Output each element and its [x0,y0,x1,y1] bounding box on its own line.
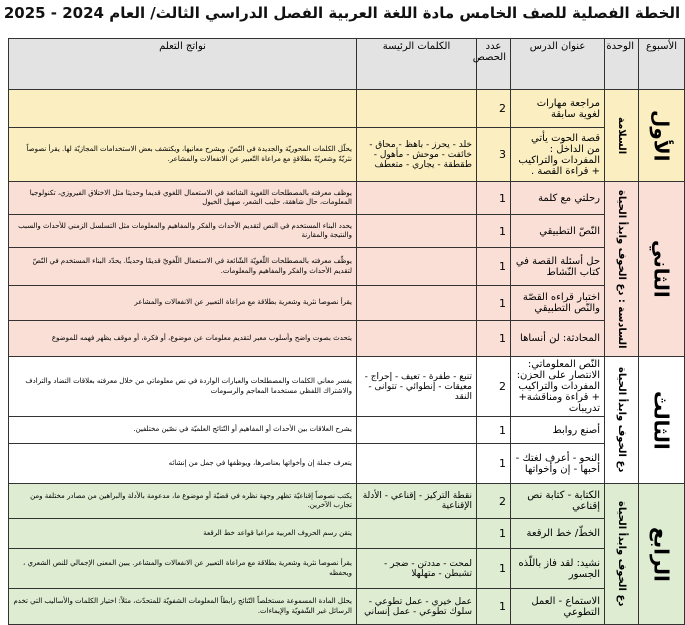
lesson-cell: اختبار قراءه القصّة والنّص التطبيقي [511,286,605,321]
words-cell [357,286,477,321]
plan-table [8,38,685,625]
outcomes-cell: يحلل المادة المسموعة مستخلصاً النّتائج رابطاً المعلومات الشفويّة للمتحدّث، مثلاً: اختيار الكلمات والأساليب التي تخدم الرسائل غير الشّفويّة والإيماءات. [9,589,357,625]
lesson-cell: النّصّ التطبيقي [511,215,605,248]
table-row [9,549,685,589]
unit-cell-2 [605,182,639,357]
lesson-cell: قصة الحوت يأتي من الداخل : المفردات والتراكيب + قراءة القصة . [511,128,605,182]
lesson-cell: مراجعة مهارات لغوية سابقة [511,90,605,128]
words-cell [357,182,477,215]
count-cell: 1 [477,519,511,549]
lesson-cell: حل أسئلة القصة في كتاب النّشاط [511,248,605,286]
table-row [9,248,685,286]
outcomes-cell: يتعرف جملة إن وأخواتها بعناصرها، ويوظفها في جمل من إنشائه [9,444,357,484]
week-cell-1 [639,90,685,182]
header-count: عدد الحصص [477,39,511,90]
words-cell [357,215,477,248]
words-cell: نقطة التركيز - إقناعي - الأدلة الإقناعية [357,484,477,519]
outcomes-cell: يفسر معاني الكلمات والمصطلحات والعبارات الواردة في نص معلوماتي من خلال معرفته بعلاقات التضاد والترادف والاشتراك اللفظي مستخدما المعاجم والرسومات [9,357,357,417]
week-label: الثالث [649,390,674,450]
outcomes-cell: يحلّل الكلمات المحوريّة والجديدة في النّصّ، ويشرح معانيها، ويكتشف بعض الاستخدامات المجازيّة لها. يقرأ نصوصاً نثريّةً وشعريّةً بطلاقةٍ مع مراعاة التّعبير عن الانفعالات والمشاعر. [9,128,357,182]
header-outcomes: نواتج التعلم [9,39,357,90]
lesson-cell: المحادثة: لن أنساها [511,321,605,357]
words-cell [357,417,477,444]
table-row [9,519,685,549]
unit-label: السادسة : دع الخوف وابدأ الحياة [616,189,627,349]
header-unit: الوحدة [605,39,639,90]
table-row [9,321,685,357]
words-cell [357,90,477,128]
outcomes-cell [9,90,357,128]
words-cell [357,444,477,484]
lesson-cell: النحو - أعرف لغتك - أحبها - إن وأخواتها [511,444,605,484]
table-row [9,444,685,484]
lesson-cell: النّص المعلوماتي: الانتصار على الحزن: المفردات والتراكيب + قراءة ومناقشة+ تدريبات [511,357,605,417]
outcomes-cell: يتقن رسم الحروف العربية مراعيا قواعد خط الرقعة [9,519,357,549]
count-cell: 2 [477,357,511,417]
words-cell [357,321,477,357]
count-cell: 1 [477,321,511,357]
outcomes-cell: يوظف معرفته بالمصطلحات اللغوية الشائعة في الاستعمال اللغوي قديما وحديثا مثل الاختلاق الفيروزي، تكنولوجيا المعلومات، حال شاهقة، حليب الشعر، صهيل الخيول [9,182,357,215]
week-cell-3 [639,357,685,484]
table-row [9,90,685,128]
count-cell: 2 [477,484,511,519]
words-cell: تنبع - طفرة - تعيف - إحراج - معيقات - إنطوائي - تتوانى - النقد [357,357,477,417]
week-label: الأول [649,109,674,162]
unit-cell-3 [605,357,639,484]
outcomes-cell: يوظّف معرفته بالمصطلحات اللّغويّة الشّائعة في الاستعمال اللّغويّ قديمًا وحديثًا. يحدّد البناء المستخدم في النّصّ لتقديم الأحداث والفكر والمفاهيم والمعلومات. [9,248,357,286]
unit-label: دع الخوف وابدأ الحياة [616,367,627,473]
week-label: الثاني [649,240,674,298]
count-cell: 1 [477,444,511,484]
header-row [9,39,685,90]
outcomes-cell: يتحدث بصوت واضح وأسلوب معبر لتقديم معلومات عن موضوع، أو فكرة، أو موقف يظهر فهمه للموضوع [9,321,357,357]
header-lesson: عنوان الدرس [511,39,605,90]
count-cell: 1 [477,589,511,625]
words-cell [357,519,477,549]
unit-label: دع الخوف وابدأ الحياة [616,501,627,607]
lesson-cell: نشيد: لقد فاز باللّذه الجسور [511,549,605,589]
week-cell-2 [639,182,685,357]
outcomes-cell: يكتب نصوصاً إقناعيّة تظهر وجهة نظره في قضيّة أو موضوع ما، مدعومة بالأدلة والبراهين من مصادر مختلفة ومن تجارب الآخرين. [9,484,357,519]
unit-cell-4 [605,484,639,625]
header-week: الأسبوع [639,39,685,90]
table-row [9,484,685,519]
table-row [9,215,685,248]
header-words: الكلمات الرئيسة [357,39,477,90]
table-row [9,286,685,321]
outcomes-cell: يقرأ نصوصا نثرية وشعرية بطلاقة مع مراعاة التعبير عن الانفعالات والمشاعر. يبين المعنى الإجمالي للنص الشعري ، ويحفظه [9,549,357,589]
table-row [9,589,685,625]
week-cell-4 [639,484,685,625]
count-cell: 1 [477,549,511,589]
table-row [9,357,685,417]
table-row [9,417,685,444]
page-title: الخطة الفصلية للصف الخامس مادة اللغة العربية الفصل الدراسي الثالث/ العام 2024 - 2025 [3,4,681,22]
unit-label: السلامة [616,116,627,155]
count-cell: 1 [477,215,511,248]
lesson-cell: الاستماع - العمل التطوعي [511,589,605,625]
outcomes-cell: يقرأ نصوصا نثرية وشعرية بطلاقة مع مراعاة التعبير عن الانفعالات والمشاعر [9,286,357,321]
words-cell: لمحت - مددتن - ضجر - تشبطن - متهلهلا [357,549,477,589]
week-label: الرابع [649,526,674,582]
lesson-cell: الكتابة - كتابة نص إقناعي [511,484,605,519]
count-cell: 2 [477,90,511,128]
words-cell: عمل خيري - عمل تطوعي - سلوك تطوعي - عمل إنساني [357,589,477,625]
lesson-cell: رحلتي مع كلمة [511,182,605,215]
outcomes-cell: يشرح العلاقات بين الأحداث أو المفاهيم أو النّتائج العلميّة في نصّين مختلفين. [9,417,357,444]
count-cell: 1 [477,248,511,286]
words-cell: خلد - يحرز - باهظ - محاق - خائفت - موحش - مأهول - طقطقة - يجاري - متعطف [357,128,477,182]
lesson-cell: أصنع روابط [511,417,605,444]
table-row [9,128,685,182]
words-cell [357,248,477,286]
count-cell: 1 [477,286,511,321]
count-cell: 3 [477,128,511,182]
lesson-cell: الخطّ/ خط الرقعة [511,519,605,549]
count-cell: 1 [477,417,511,444]
count-cell: 1 [477,182,511,215]
unit-cell-1 [605,90,639,182]
table-row [9,182,685,215]
outcomes-cell: يحدد البناء المستخدم في النص لتقديم الأحداث والفكر والمفاهيم والمعلومات مثل التسلسل الزمني للأحداث والسبب والنتيجة والمقارنة [9,215,357,248]
